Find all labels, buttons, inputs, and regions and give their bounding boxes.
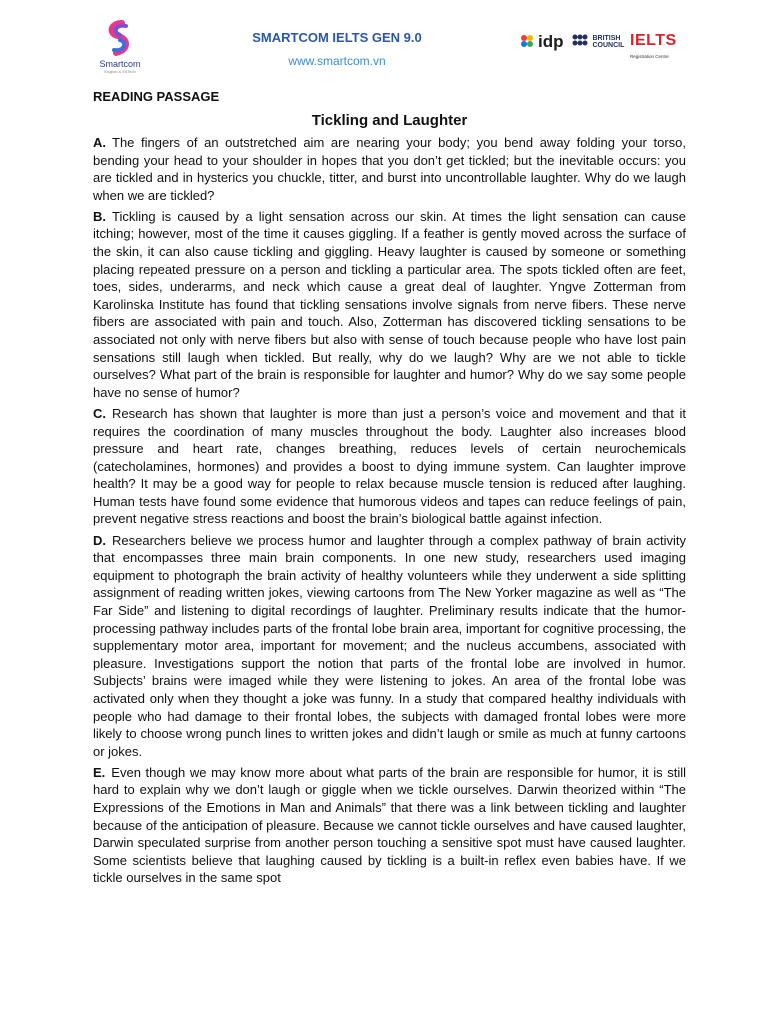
british-council-line2: COUNCIL (592, 42, 625, 49)
ielts-logo: IELTS (630, 32, 677, 49)
smartcom-logo-icon (100, 20, 140, 56)
ielts-registration-centre: Registration Centre (630, 54, 669, 59)
paragraph-text: Researchers believe we process humor and laughter through a complex pathway of brain activity that encompasses three main brain components. In one new study, researchers used imaging equipment to photograph the brain activity of healthy volunteers while they underwent a side splitting assignment of reading written jokes, viewing cartoons from The New Yorker magazine as well as “The Far Side” and listening to digital recordings of laughter. Preliminary results indicate that the humor-processing pathway includes parts of the frontal lobe brain area, important for cognitive processing, the supplementary motor area, important for movement; and the nucleus accumbens, associated with pleasure. Investigations support the notion that parts of the frontal lobe are involved in humor. Subjects’ brains were imaged while they were listening to jokes. An area of the frontal lobe was activated only when they thought a joke was funny. In a study that compared healthy individuals with people who had damage to their frontal lobes, the subjects with damaged frontal lobes were more likely to choose wrong punch lines to written jokes and didn’t laugh or smile as much at funny cartoons or jokes. (93, 532, 686, 759)
paragraph-letter: B. (93, 208, 106, 224)
idp-logo-text: idp (538, 32, 564, 51)
section-label: READING PASSAGE (93, 89, 220, 104)
smartcom-logo (92, 20, 148, 74)
paragraph-letter: A. (93, 135, 106, 150)
paragraph-c (93, 405, 686, 528)
partner-logos (520, 32, 680, 72)
paragraph-a (93, 134, 686, 204)
document-body (93, 88, 686, 890)
idp-logo (520, 32, 564, 52)
paragraph-text: Research has shown that laughter is more than just a person’s voice and movement and that it requires the coordination of many muscles throughout the body. Laughter also increases blood pressure and heart rate, changes breathing, reduces levels of certain neurochemicals (catecholamines, hormones) and provides a boost to dying immune system. Can laughter improve health? It may be a good way for people to relax because muscle tension is reduced after laughing. Human tests have found some evidence that humorous videos and tapes can reduce feelings of pain, prevent negative stress reactions and boost the brain’s biological battle against infection. (93, 405, 686, 527)
paragraph-d (93, 532, 686, 761)
header-url[interactable]: www.smartcom.vn (288, 54, 386, 68)
british-council-line1: BRITISH (592, 35, 621, 42)
passage-title: Tickling and Laughter (311, 112, 468, 129)
smartcom-logo-text: Smartcom (99, 59, 141, 69)
idp-mark-icon (520, 34, 538, 48)
paragraph-letter: D. (93, 532, 106, 548)
paragraph-e (93, 764, 686, 887)
header-title: SMARTCOM IELTS GEN 9.0 (252, 30, 422, 45)
smartcom-logo-tagline: English & EdTech (104, 69, 136, 74)
paragraph-letter: E. (93, 764, 106, 780)
paragraph-letter: C. (93, 405, 106, 421)
british-council-dots-icon (572, 34, 588, 46)
british-council-logo (572, 34, 624, 52)
paragraph-text: Even though we may know more about what parts of the brain are responsible for humor, it is still hard to explain why we don’t laugh or giggle when we tickle ourselves. Darwin theorized within “The Expressions of the Emotions in Man and Animals” that there was a link between tickling and laughter because of the anticipation of pleasure. Because we cannot tickle ourselves and have caused laughter, Darwin speculated surprise from another person touching a sensitive spot must have caused laughter. Some scientists believe that laughing caused by tickling is a built-in reflex even babies have. If we tickle ourselves in the same spot (93, 764, 686, 886)
paragraph-b (93, 208, 686, 402)
page-header (0, 18, 768, 78)
paragraph-text: Tickling is caused by a light sensation across our skin. At times the light sensation can cause itching; however, most of the time it causes giggling. If a feather is gently moved across the surface of the skin, it can also cause tickling and giggling. Heavy laughter is caused by someone or something placing repeated pressure on a person and tickling a particular area. The spots tickled often are feet, toes, sides, underarms, and neck which cause a great deal of laughter. Yngve Zotterman from Karolinska Institute has found that tickling sensations involve signals from nerve fibers. These nerve fibers are associated with pain and touch. Also, Zotterman has discovered tickling sensations to be associated not only with nerve fibers but also with sense of touch because people who have lost pain sensations still laugh when tickled. But really, why do we laugh? Why are we not able to tickle ourselves? What part of the brain is responsible for laughter and humor? Why do we say some people have no sense of humor? (93, 208, 686, 400)
paragraph-text: The fingers of an outstretched aim are nearing your body; you bend away folding your torso, bending your head to your shoulder in hopes that you don’t get tickled; but the inevitable occurs: you are tickled and in hysterics you chuckle, titter, and burst into uncontrollable laughter. Why do we laugh when we are tickled? (93, 135, 686, 203)
